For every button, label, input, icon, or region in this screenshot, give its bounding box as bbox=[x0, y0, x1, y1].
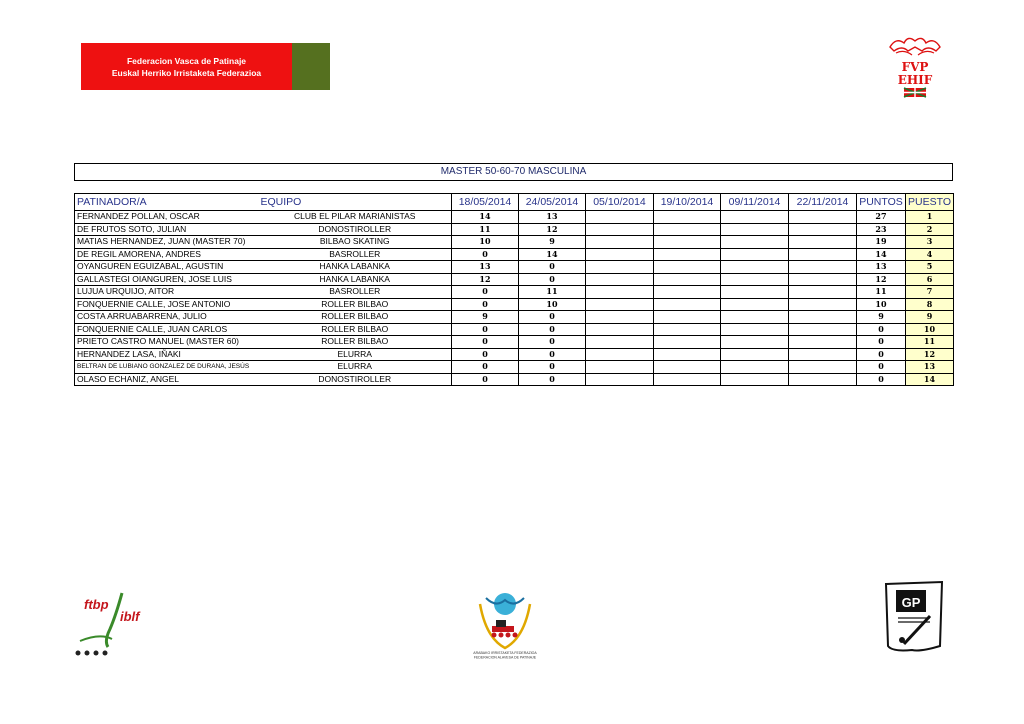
total-points: 9 bbox=[857, 311, 906, 324]
score-09-11-2014 bbox=[721, 336, 789, 349]
score-22-11-2014 bbox=[789, 286, 857, 299]
score-05-10-2014 bbox=[586, 286, 654, 299]
category-title: MASTER 50-60-70 MASCULINA bbox=[74, 163, 953, 181]
team-name: DONOSTIROLLER bbox=[259, 223, 452, 236]
ftbp-iblf-logo bbox=[70, 585, 160, 660]
athlete-name: HERNANDEZ LASA, IÑAKI bbox=[75, 348, 259, 361]
score-18-05-2014: 10 bbox=[452, 236, 519, 249]
score-09-11-2014 bbox=[721, 286, 789, 299]
score-05-10-2014 bbox=[586, 273, 654, 286]
final-position: 7 bbox=[906, 286, 954, 299]
col-header-date-2: 24/05/2014 bbox=[519, 194, 586, 211]
table-row bbox=[75, 311, 954, 324]
total-points: 14 bbox=[857, 248, 906, 261]
athlete-name: DE REGIL AMORENA, ANDRES bbox=[75, 248, 259, 261]
score-24-05-2014: 12 bbox=[519, 223, 586, 236]
score-22-11-2014 bbox=[789, 261, 857, 274]
col-header-date-1: 18/05/2014 bbox=[452, 194, 519, 211]
total-points: 10 bbox=[857, 298, 906, 311]
athlete-name: PRIETO CASTRO MANUEL (MASTER 60) bbox=[75, 336, 259, 349]
score-22-11-2014 bbox=[789, 348, 857, 361]
score-24-05-2014: 9 bbox=[519, 236, 586, 249]
score-24-05-2014: 13 bbox=[519, 211, 586, 224]
score-22-11-2014 bbox=[789, 223, 857, 236]
table-row bbox=[75, 261, 954, 274]
gipuzkoa-federation-logo bbox=[880, 580, 948, 654]
score-19-10-2014 bbox=[654, 311, 721, 324]
score-24-05-2014: 0 bbox=[519, 361, 586, 374]
table-row bbox=[75, 248, 954, 261]
col-header-date-5: 09/11/2014 bbox=[721, 194, 789, 211]
team-name: BASROLLER bbox=[259, 286, 452, 299]
table-header-row bbox=[75, 194, 954, 211]
final-position: 5 bbox=[906, 261, 954, 274]
score-05-10-2014 bbox=[586, 236, 654, 249]
score-05-10-2014 bbox=[586, 223, 654, 236]
score-09-11-2014 bbox=[721, 361, 789, 374]
logo-ehif-text: EHIF bbox=[897, 73, 933, 87]
team-name: ROLLER BILBAO bbox=[259, 323, 452, 336]
final-position: 8 bbox=[906, 298, 954, 311]
col-header-puntos: PUNTOS bbox=[857, 194, 906, 211]
total-points: 23 bbox=[857, 223, 906, 236]
federation-banner bbox=[81, 43, 292, 90]
score-05-10-2014 bbox=[586, 373, 654, 386]
score-09-11-2014 bbox=[721, 298, 789, 311]
total-points: 27 bbox=[857, 211, 906, 224]
results-table bbox=[74, 193, 954, 386]
logo-iblf-text: iblf bbox=[120, 609, 140, 624]
score-09-11-2014 bbox=[721, 223, 789, 236]
table-row bbox=[75, 373, 954, 386]
score-24-05-2014: 0 bbox=[519, 311, 586, 324]
score-09-11-2014 bbox=[721, 311, 789, 324]
score-24-05-2014: 0 bbox=[519, 336, 586, 349]
table-row bbox=[75, 323, 954, 336]
athlete-name: FERNANDEZ POLLAN, OSCAR bbox=[75, 211, 259, 224]
total-points: 0 bbox=[857, 323, 906, 336]
total-points: 13 bbox=[857, 261, 906, 274]
team-name: ELURRA bbox=[259, 361, 452, 374]
score-22-11-2014 bbox=[789, 248, 857, 261]
logo-center-line1: ARABAKO IRRISTAKETA FEDERAZIOA bbox=[473, 651, 537, 655]
total-points: 12 bbox=[857, 273, 906, 286]
score-09-11-2014 bbox=[721, 211, 789, 224]
score-24-05-2014: 14 bbox=[519, 248, 586, 261]
score-22-11-2014 bbox=[789, 323, 857, 336]
table-row bbox=[75, 361, 954, 374]
score-05-10-2014 bbox=[586, 298, 654, 311]
score-18-05-2014: 0 bbox=[452, 298, 519, 311]
score-19-10-2014 bbox=[654, 336, 721, 349]
score-24-05-2014: 0 bbox=[519, 373, 586, 386]
score-24-05-2014: 0 bbox=[519, 323, 586, 336]
score-05-10-2014 bbox=[586, 323, 654, 336]
final-position: 6 bbox=[906, 273, 954, 286]
final-position: 13 bbox=[906, 361, 954, 374]
total-points: 0 bbox=[857, 361, 906, 374]
score-19-10-2014 bbox=[654, 273, 721, 286]
athlete-name: MATIAS HERNANDEZ, JUAN (MASTER 70) bbox=[75, 236, 259, 249]
team-name: CLUB EL PILAR MARIANISTAS bbox=[259, 211, 452, 224]
score-19-10-2014 bbox=[654, 361, 721, 374]
score-19-10-2014 bbox=[654, 248, 721, 261]
table-row bbox=[75, 223, 954, 236]
athlete-name: LUJUA URQUIJO, AITOR bbox=[75, 286, 259, 299]
score-22-11-2014 bbox=[789, 373, 857, 386]
table-row bbox=[75, 286, 954, 299]
col-header-date-4: 19/10/2014 bbox=[654, 194, 721, 211]
score-19-10-2014 bbox=[654, 298, 721, 311]
score-05-10-2014 bbox=[586, 261, 654, 274]
score-09-11-2014 bbox=[721, 373, 789, 386]
final-position: 11 bbox=[906, 336, 954, 349]
score-24-05-2014: 11 bbox=[519, 286, 586, 299]
score-18-05-2014: 0 bbox=[452, 248, 519, 261]
score-19-10-2014 bbox=[654, 223, 721, 236]
score-09-11-2014 bbox=[721, 236, 789, 249]
athlete-name: DE FRUTOS SOTO, JULIAN bbox=[75, 223, 259, 236]
total-points: 11 bbox=[857, 286, 906, 299]
score-05-10-2014 bbox=[586, 211, 654, 224]
team-name: BILBAO SKATING bbox=[259, 236, 452, 249]
score-05-10-2014 bbox=[586, 311, 654, 324]
score-19-10-2014 bbox=[654, 348, 721, 361]
total-points: 0 bbox=[857, 336, 906, 349]
score-22-11-2014 bbox=[789, 336, 857, 349]
score-22-11-2014 bbox=[789, 311, 857, 324]
athlete-name: FONQUERNIE CALLE, JUAN CARLOS bbox=[75, 323, 259, 336]
score-05-10-2014 bbox=[586, 361, 654, 374]
score-24-05-2014: 0 bbox=[519, 261, 586, 274]
table-row bbox=[75, 236, 954, 249]
score-19-10-2014 bbox=[654, 286, 721, 299]
col-header-date-3: 05/10/2014 bbox=[586, 194, 654, 211]
score-19-10-2014 bbox=[654, 211, 721, 224]
final-position: 3 bbox=[906, 236, 954, 249]
col-header-date-6: 22/11/2014 bbox=[789, 194, 857, 211]
final-position: 10 bbox=[906, 323, 954, 336]
logo-gp-text: GP bbox=[901, 595, 921, 610]
score-18-05-2014: 0 bbox=[452, 361, 519, 374]
score-24-05-2014: 0 bbox=[519, 348, 586, 361]
table-row bbox=[75, 336, 954, 349]
athlete-name: FONQUERNIE CALLE, JOSE ANTONIO bbox=[75, 298, 259, 311]
score-09-11-2014 bbox=[721, 348, 789, 361]
score-19-10-2014 bbox=[654, 261, 721, 274]
federation-name-eu: Euskal Herriko Irristaketa Federazioa bbox=[111, 67, 262, 78]
total-points: 0 bbox=[857, 348, 906, 361]
score-18-05-2014: 0 bbox=[452, 348, 519, 361]
score-19-10-2014 bbox=[654, 236, 721, 249]
score-18-05-2014: 14 bbox=[452, 211, 519, 224]
score-22-11-2014 bbox=[789, 361, 857, 374]
score-18-05-2014: 0 bbox=[452, 373, 519, 386]
total-points: 0 bbox=[857, 373, 906, 386]
score-18-05-2014: 11 bbox=[452, 223, 519, 236]
col-header-equipo: EQUIPO bbox=[259, 194, 452, 211]
score-09-11-2014 bbox=[721, 273, 789, 286]
score-24-05-2014: 0 bbox=[519, 273, 586, 286]
score-18-05-2014: 12 bbox=[452, 273, 519, 286]
final-position: 12 bbox=[906, 348, 954, 361]
team-name: HANKA LABANKA bbox=[259, 273, 452, 286]
score-22-11-2014 bbox=[789, 298, 857, 311]
team-name: ELURRA bbox=[259, 348, 452, 361]
banner-green-block bbox=[292, 43, 330, 90]
logo-ftbp-text: ftbp bbox=[84, 597, 109, 612]
score-09-11-2014 bbox=[721, 261, 789, 274]
logo-center-line2: FEDERACION ALAVESA DE PATINAJE bbox=[473, 655, 537, 660]
score-19-10-2014 bbox=[654, 323, 721, 336]
score-18-05-2014: 0 bbox=[452, 323, 519, 336]
athlete-name: OYANGUREN EGUIZABAL, AGUSTIN bbox=[75, 261, 259, 274]
team-name: HANKA LABANKA bbox=[259, 261, 452, 274]
score-18-05-2014: 13 bbox=[452, 261, 519, 274]
athlete-name: COSTA ARRUABARRENA, JULIO bbox=[75, 311, 259, 324]
table-row bbox=[75, 273, 954, 286]
score-05-10-2014 bbox=[586, 248, 654, 261]
final-position: 2 bbox=[906, 223, 954, 236]
col-header-puesto: PUESTO bbox=[906, 194, 954, 211]
score-24-05-2014: 10 bbox=[519, 298, 586, 311]
total-points: 19 bbox=[857, 236, 906, 249]
athlete-name: OLASO ECHANIZ, ANGEL bbox=[75, 373, 259, 386]
team-name: DONOSTIROLLER bbox=[259, 373, 452, 386]
alava-federation-logo bbox=[466, 590, 544, 660]
score-18-05-2014: 9 bbox=[452, 311, 519, 324]
final-position: 14 bbox=[906, 373, 954, 386]
table-row bbox=[75, 348, 954, 361]
team-name: ROLLER BILBAO bbox=[259, 336, 452, 349]
final-position: 4 bbox=[906, 248, 954, 261]
score-05-10-2014 bbox=[586, 348, 654, 361]
final-position: 1 bbox=[906, 211, 954, 224]
athlete-name: BELTRAN DE LUBIANO GONZALEZ DE DURANA, JESÚS bbox=[75, 361, 259, 374]
athlete-name: GALLASTEGI OIANGUREN, JOSE LUIS bbox=[75, 273, 259, 286]
team-name: BASROLLER bbox=[259, 248, 452, 261]
fvp-ehif-logo bbox=[882, 33, 948, 101]
team-name: ROLLER BILBAO bbox=[259, 298, 452, 311]
score-22-11-2014 bbox=[789, 236, 857, 249]
score-19-10-2014 bbox=[654, 373, 721, 386]
score-09-11-2014 bbox=[721, 248, 789, 261]
score-22-11-2014 bbox=[789, 273, 857, 286]
team-name: ROLLER BILBAO bbox=[259, 311, 452, 324]
logo-fvp-text: FVP bbox=[901, 60, 929, 74]
col-header-patinador: PATINADOR/A bbox=[75, 194, 259, 211]
score-05-10-2014 bbox=[586, 336, 654, 349]
table-row bbox=[75, 211, 954, 224]
final-position: 9 bbox=[906, 311, 954, 324]
score-18-05-2014: 0 bbox=[452, 336, 519, 349]
table-row bbox=[75, 298, 954, 311]
federation-name-es: Federacion Vasca de Patinaje bbox=[126, 55, 247, 66]
score-22-11-2014 bbox=[789, 211, 857, 224]
score-09-11-2014 bbox=[721, 323, 789, 336]
score-18-05-2014: 0 bbox=[452, 286, 519, 299]
